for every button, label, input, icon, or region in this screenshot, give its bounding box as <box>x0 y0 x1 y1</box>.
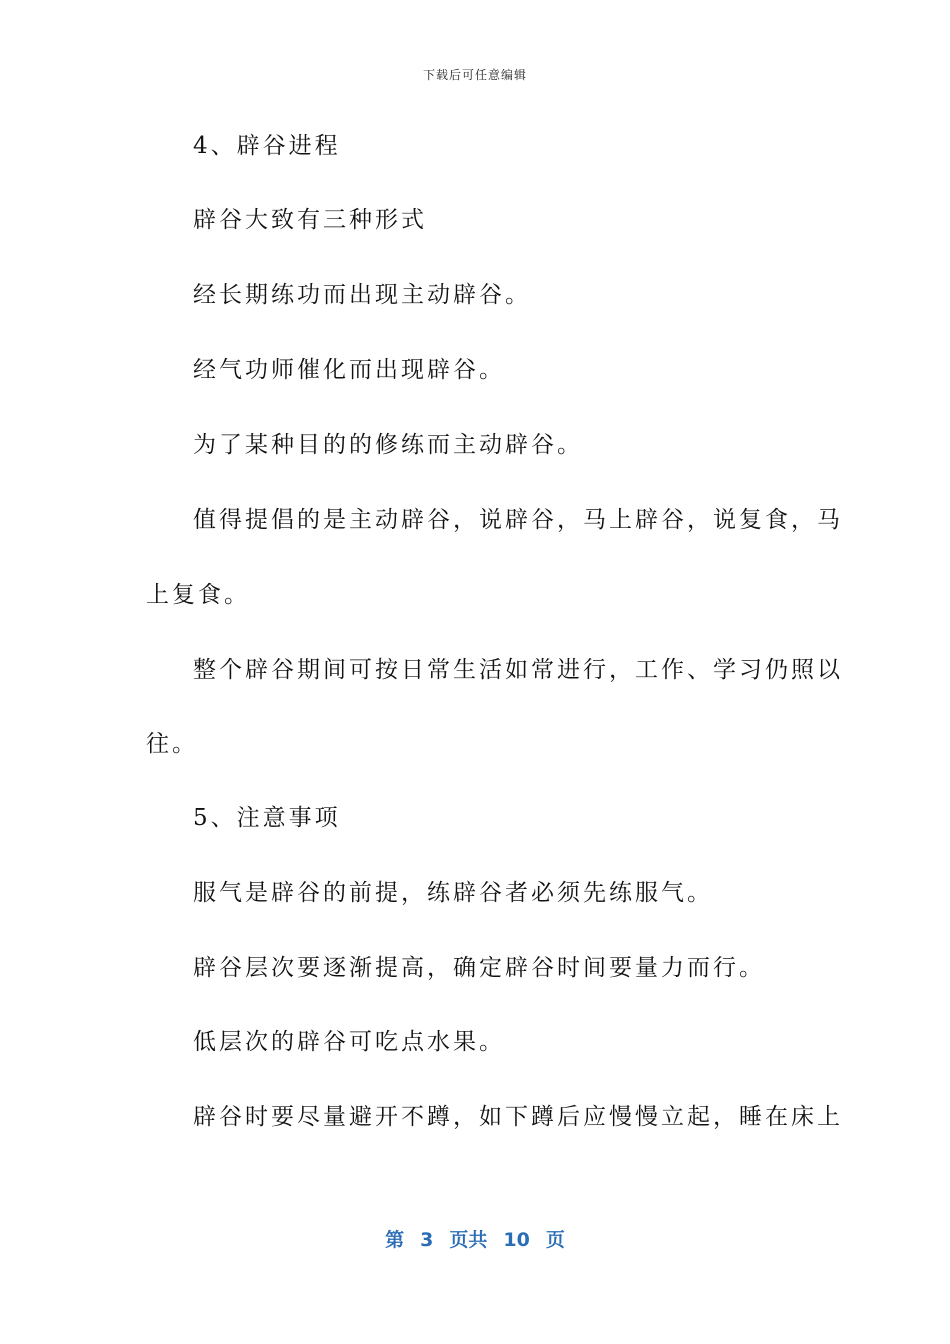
section-heading-5: 5、注意事项 <box>193 805 341 831</box>
paragraph-line: 辟谷时要尽量避开不蹲，如下蹲后应慢慢立起，睡在床上 <box>193 1104 843 1130</box>
paragraph-line-continuation: 上复食。 <box>146 582 250 608</box>
paragraph-line: 服气是辟谷的前提，练辟谷者必须先练服气。 <box>193 880 713 906</box>
total-pages-number: 10 <box>503 1229 530 1251</box>
paragraph-line: 经长期练功而出现主动辟谷。 <box>193 282 531 308</box>
paragraph-line-continuation: 往。 <box>146 731 198 757</box>
paragraph-line: 辟谷大致有三种形式 <box>193 207 427 233</box>
paragraph-line: 整个辟谷期间可按日常生活如常进行，工作、学习仍照以 <box>193 657 843 683</box>
paragraph-line: 低层次的辟谷可吃点水果。 <box>193 1029 505 1055</box>
paragraph-line: 为了某种目的的修练而主动辟谷。 <box>193 432 583 458</box>
page-label-middle: 页共 <box>449 1229 488 1251</box>
paragraph-line: 经气功师催化而出现辟谷。 <box>193 357 505 383</box>
page-label-suffix: 页 <box>545 1229 565 1251</box>
paragraph-line: 辟谷层次要逐渐提高，确定辟谷时间要量力而行。 <box>193 955 765 981</box>
paragraph-line: 值得提倡的是主动辟谷，说辟谷，马上辟谷，说复食，马 <box>193 507 843 533</box>
header-note: 下载后可任意编辑 <box>422 68 527 82</box>
page-footer <box>0 1225 950 1252</box>
page-label-prefix: 第 <box>385 1229 405 1251</box>
section-heading-4: 4、辟谷进程 <box>193 133 341 159</box>
current-page-number: 3 <box>420 1229 434 1251</box>
